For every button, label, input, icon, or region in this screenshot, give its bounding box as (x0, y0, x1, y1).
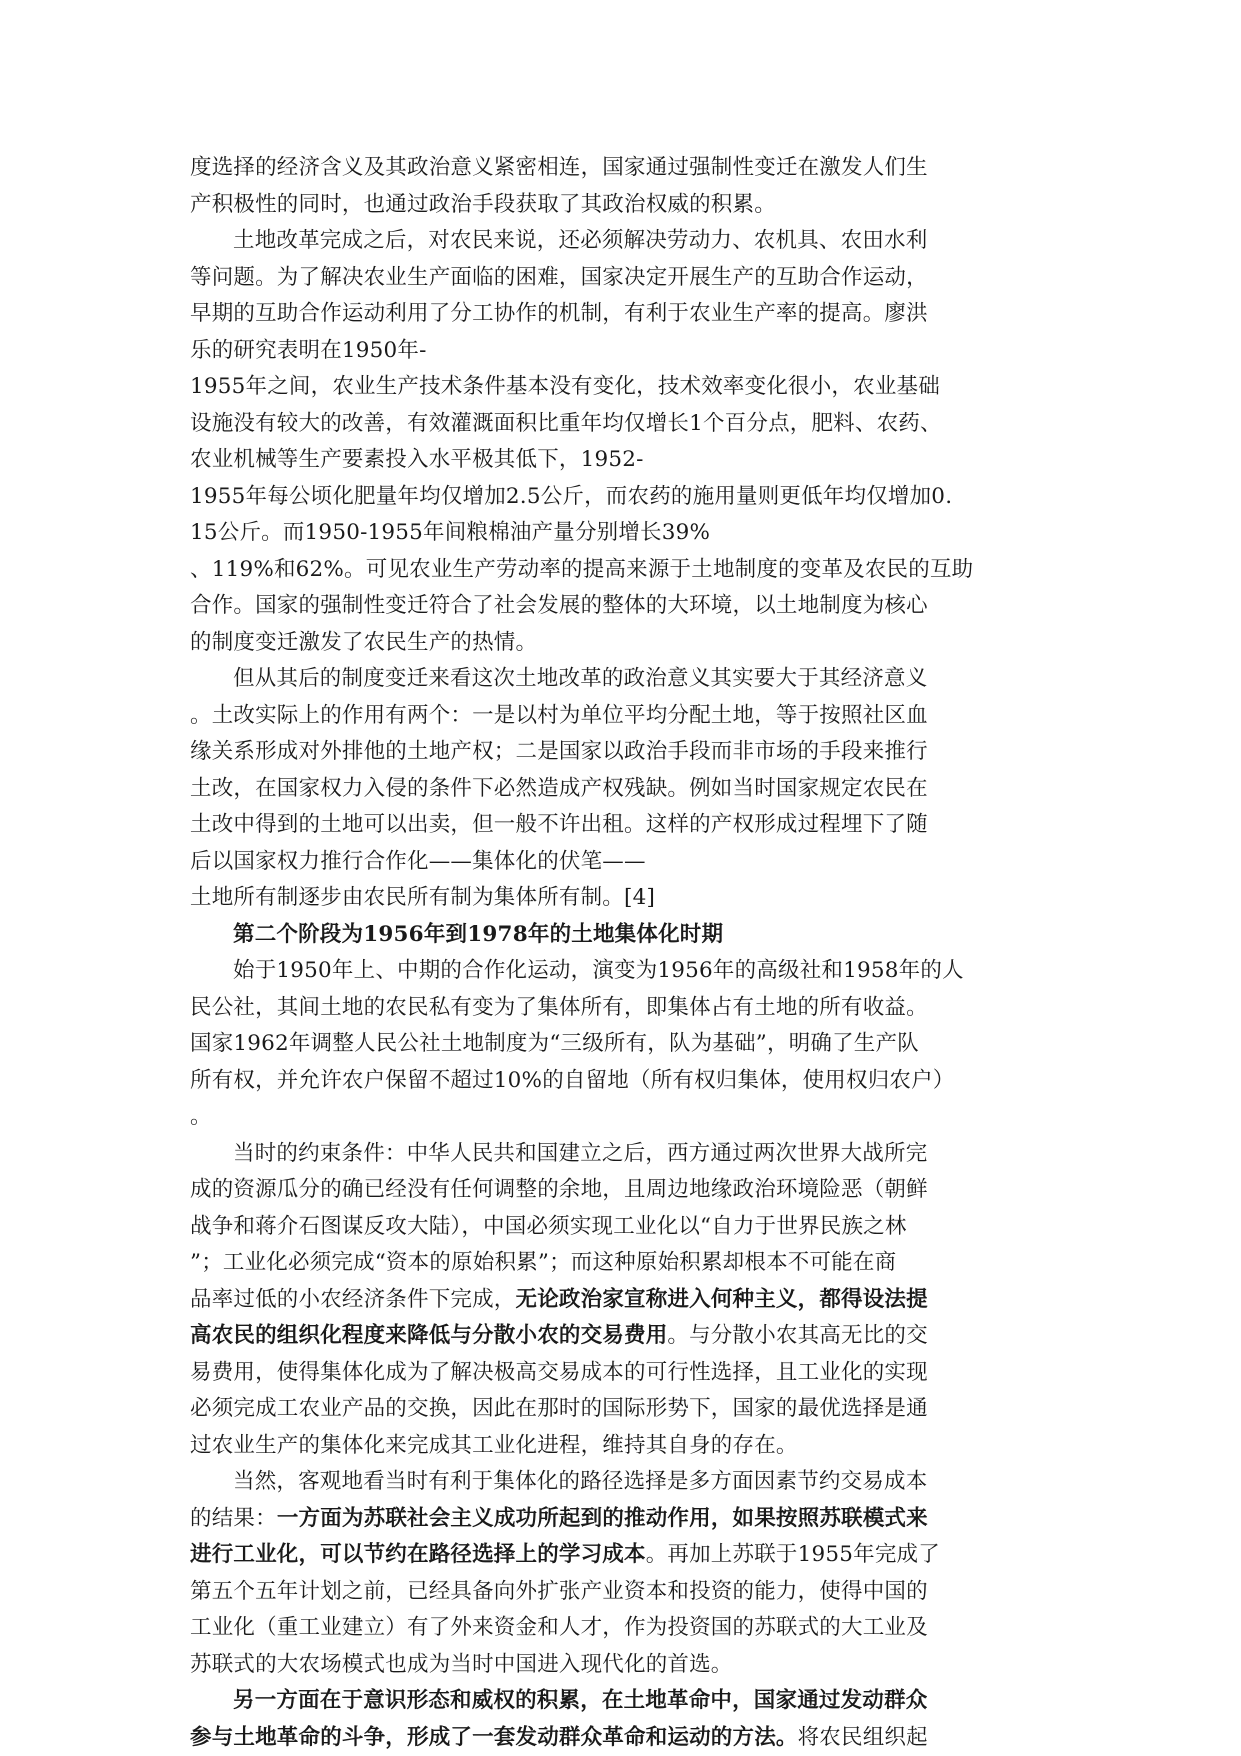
text-segment: 但从其后的制度变迁来看这次土地改革的政治意义其实要大于其经济意义 (233, 666, 927, 691)
text-segment: 土地所有制逐步由农民所有制为集体所有制。[4] (190, 885, 655, 910)
text-line (190, 1172, 1045, 1209)
text-line (190, 187, 1045, 224)
text-line (190, 880, 1045, 917)
text-segment: ”；工业化必须完成“资本的原始积累”；而这种原始积累却根本不可能在商 (190, 1250, 896, 1275)
text-line (190, 1099, 1045, 1136)
bold-text-segment: 一方面为苏联社会主义成功所起到的推动作用，如果按照苏联模式来 (277, 1506, 928, 1531)
text-line (190, 1282, 1045, 1319)
text-line (190, 223, 1045, 260)
text-line (190, 442, 1045, 479)
text-line (190, 1355, 1045, 1392)
text-line (190, 953, 1045, 990)
text-line (190, 1245, 1045, 1282)
text-line (190, 990, 1045, 1027)
text-line (190, 807, 1045, 844)
bold-text-segment: 第二个阶段为1956年到1978年的土地集体化时期 (233, 922, 723, 947)
text-segment: 易费用，使得集体化成为了解决极高交易成本的可行性选择，且工业化的实现 (190, 1360, 928, 1385)
text-segment: 的制度变迁激发了农民生产的热情。 (190, 630, 537, 655)
text-line (190, 1428, 1045, 1465)
text-line (190, 1464, 1045, 1501)
bold-text-segment: 进行工业化，可以节约在路径选择上的学习成本 (190, 1542, 646, 1567)
text-line (190, 1501, 1045, 1538)
text-line (190, 1610, 1045, 1647)
text-segment: 。土改实际上的作用有两个：一是以村为单位平均分配土地，等于按照社区血 (190, 703, 928, 728)
text-segment: 必须完成工农业产品的交换，因此在那时的国际形势下，国家的最优选择是通 (190, 1396, 928, 1421)
text-segment: 合作。国家的强制性变迁符合了社会发展的整体的大环境，以土地制度为核心 (190, 593, 928, 618)
text-segment: 民公社，其间土地的农民私有变为了集体所有，即集体占有土地的所有收益。 (190, 995, 928, 1020)
text-segment: 成的资源瓜分的确已经没有任何调整的余地，且周边地缘政治环境险恶（朝鲜 (190, 1177, 928, 1202)
text-segment: 土改，在国家权力入侵的条件下必然造成产权残缺。例如当时国家规定农民在 (190, 776, 928, 801)
text-segment: 当时的约束条件：中华人民共和国建立之后，西方通过两次世界大战所完 (233, 1141, 927, 1166)
text-line (190, 844, 1045, 881)
text-segment: 的结果： (190, 1506, 277, 1531)
text-segment: 。 (190, 1104, 212, 1129)
document-page (190, 150, 1045, 1756)
text-segment: 15公斤。而1950-1955年间粮棉油产量分别增长39% (190, 520, 710, 545)
text-segment: 乐的研究表明在1950年- (190, 338, 427, 363)
text-segment: 工业化（重工业建立）有了外来资金和人才，作为投资国的苏联式的大工业及 (190, 1615, 928, 1640)
text-segment: 所有权，并允许农户保留不超过10%的自留地（所有权归集体，使用权归农户） (190, 1068, 955, 1093)
text-segment: 。与分散小农其高无比的交 (667, 1323, 927, 1348)
text-line (190, 734, 1045, 771)
text-segment: 度选择的经济含义及其政治意义紧密相连，国家通过强制性变迁在激发人们生 (190, 155, 928, 180)
text-line (190, 771, 1045, 808)
text-line (190, 333, 1045, 370)
text-line (190, 698, 1045, 735)
text-line (190, 1683, 1045, 1720)
text-line (190, 1537, 1045, 1574)
text-segment: 土改中得到的土地可以出卖，但一般不许出租。这样的产权形成过程埋下了随 (190, 812, 928, 837)
text-segment: 当然，客观地看当时有利于集体化的路径选择是多方面因素节约交易成本 (233, 1469, 927, 1494)
text-segment: 。再加上苏联于1955年完成了 (646, 1542, 940, 1567)
text-line (190, 917, 1045, 954)
text-line (190, 1720, 1045, 1756)
text-line (190, 150, 1045, 187)
text-segment: 土地改革完成之后，对农民来说，还必须解决劳动力、农机具、农田水利 (233, 228, 927, 253)
text-line (190, 1318, 1045, 1355)
text-line (190, 1647, 1045, 1684)
text-line (190, 1574, 1045, 1611)
text-line (190, 406, 1045, 443)
text-line (190, 260, 1045, 297)
text-line (190, 1026, 1045, 1063)
text-segment: 产积极性的同时，也通过政治手段获取了其政治权威的积累。 (190, 192, 776, 217)
text-segment: 、119%和62%。可见农业生产劳动率的提高来源于土地制度的变革及农民的互助 (190, 557, 973, 582)
text-segment: 品率过低的小农经济条件下完成， (190, 1287, 516, 1312)
text-segment: 设施没有较大的改善，有效灌溉面积比重年均仅增长1个百分点，肥料、农药、 (190, 411, 942, 436)
text-line (190, 515, 1045, 552)
text-segment: 第五个五年计划之前，已经具备向外扩张产业资本和投资的能力，使得中国的 (190, 1579, 928, 1604)
text-segment: 1955年每公顷化肥量年均仅增加2.5公斤，而农药的施用量则更低年均仅增加0. (190, 484, 952, 509)
text-line (190, 661, 1045, 698)
text-segment: 缘关系形成对外排他的土地产权；二是国家以政治手段而非市场的手段来推行 (190, 739, 928, 764)
bold-text-segment: 另一方面在于意识形态和威权的积累，在土地革命中，国家通过发动群众 (233, 1688, 927, 1713)
text-line (190, 1209, 1045, 1246)
text-segment: 早期的互助合作运动利用了分工协作的机制，有利于农业生产率的提高。廖洪 (190, 301, 928, 326)
text-segment: 1955年之间，农业生产技术条件基本没有变化，技术效率变化很小，农业基础 (190, 374, 940, 399)
text-segment: 农业机械等生产要素投入水平极其低下，1952- (190, 447, 644, 472)
text-line (190, 625, 1045, 662)
text-line (190, 1391, 1045, 1428)
text-line (190, 479, 1045, 516)
text-line (190, 369, 1045, 406)
text-line (190, 1136, 1045, 1173)
text-line (190, 1063, 1045, 1100)
text-segment: 国家1962年调整人民公社土地制度为“三级所有，队为基础”，明确了生产队 (190, 1031, 919, 1056)
text-line (190, 296, 1045, 333)
text-segment: 后以国家权力推行合作化——集体化的伏笔—— (190, 849, 646, 874)
text-segment: 过农业生产的集体化来完成其工业化进程，维持其自身的存在。 (190, 1433, 798, 1458)
bold-text-segment: 参与土地革命的斗争，形成了一套发动群众革命和运动的方法。 (190, 1725, 798, 1750)
bold-text-segment: 高农民的组织化程度来降低与分散小农的交易费用 (190, 1323, 667, 1348)
text-segment: 战争和蒋介石图谋反攻大陆），中国必须实现工业化以“自力于世界民族之林 (190, 1214, 907, 1239)
text-segment: 等问题。为了解决农业生产面临的困难，国家决定开展生产的互助合作运动， (190, 265, 928, 290)
text-segment: 将农民组织起 (798, 1725, 928, 1750)
text-segment: 苏联式的大农场模式也成为当时中国进入现代化的首选。 (190, 1652, 733, 1677)
text-line (190, 552, 1045, 589)
text-line (190, 588, 1045, 625)
text-segment: 始于1950年上、中期的合作化运动，演变为1956年的高级社和1958年的人 (233, 958, 964, 983)
bold-text-segment: 无论政治家宣称进入何种主义，都得设法提 (516, 1287, 928, 1312)
